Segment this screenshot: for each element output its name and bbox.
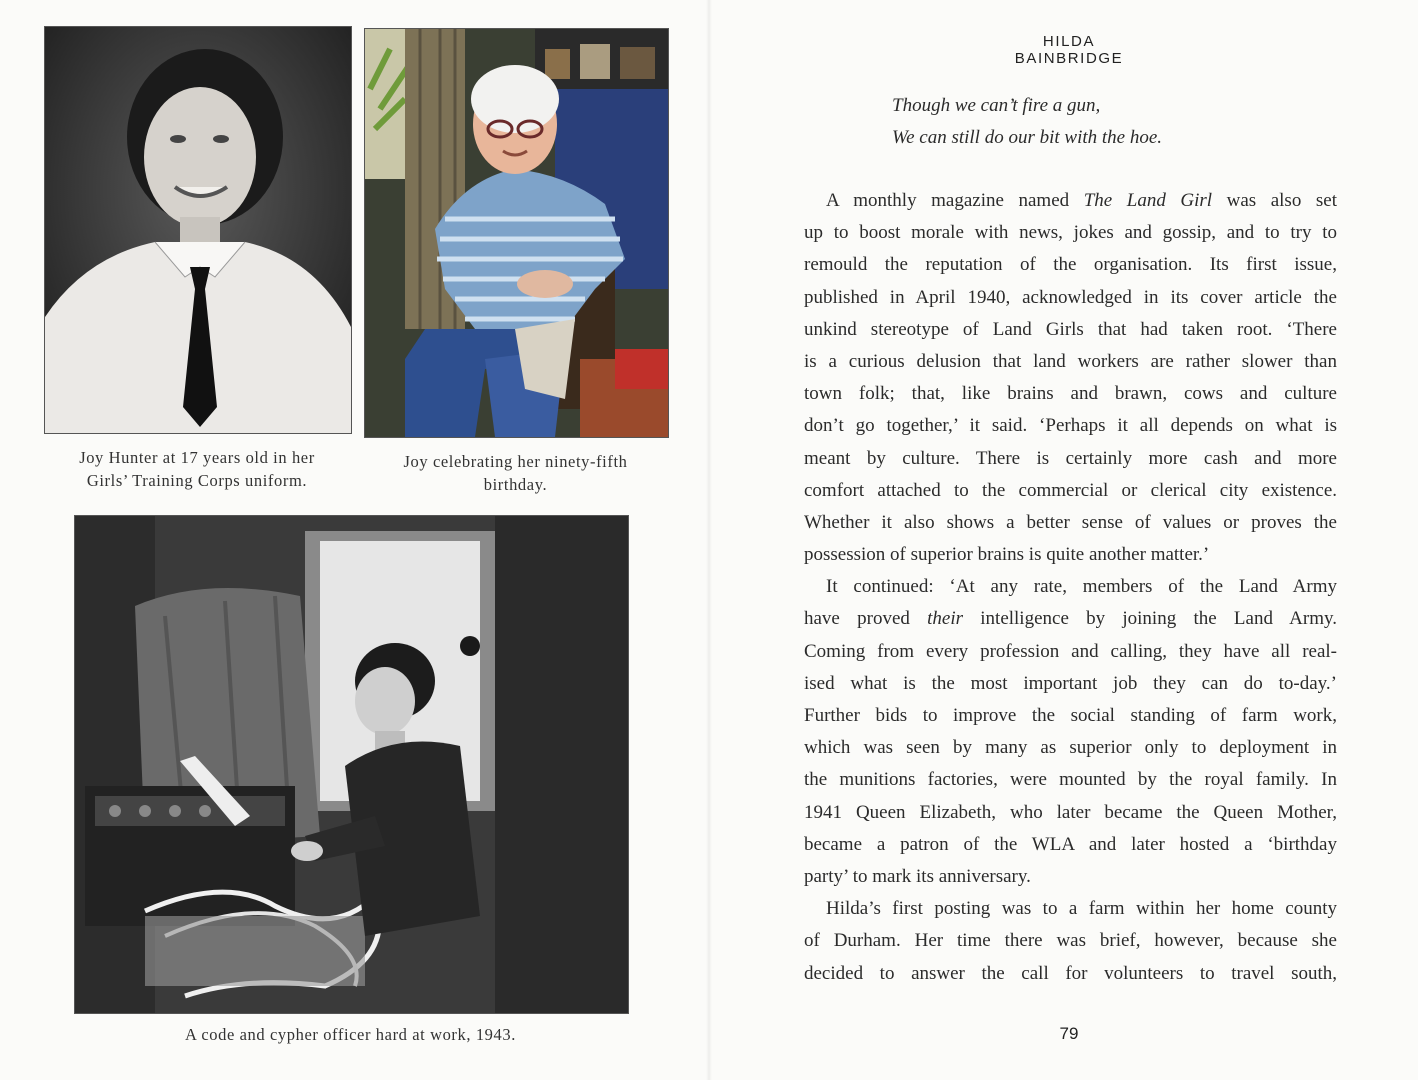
- caption-line: Joy celebrating her ninety-fifth: [403, 452, 628, 471]
- caption-line: Girls’ Training Corps uniform.: [86, 471, 308, 490]
- right-page: [709, 0, 1418, 1080]
- body-line: decided to answer the call for volunteers to travel south,: [804, 962, 1337, 984]
- body-line-text: have proved: [804, 608, 928, 630]
- body-line: of Durham. Her time there was brief, however, because she: [804, 930, 1337, 952]
- body-line-text: was also set: [1212, 190, 1337, 211]
- body-line: became a patron of the WLA and later hosted a ‘birthday: [804, 833, 1337, 855]
- body-text: [804, 185, 1337, 990]
- body-line: published in April 1940, acknowledged in its cover article the: [804, 286, 1337, 308]
- body-line: 1941 Queen Elizabeth, who later became the Queen Mother,: [804, 801, 1337, 823]
- italic-text: The Land Girl: [1083, 190, 1213, 211]
- joy-ninety-fifth-birthday-photo: [364, 28, 669, 438]
- photo-caption-code-cypher: [74, 1023, 627, 1046]
- body-line: It continued: ‘At any rate, members of the Land Army: [826, 576, 1337, 598]
- body-line-text: intelligence by joining the Land Army.: [963, 608, 1337, 630]
- caption-line: A code and cypher officer hard at work, 1943.: [185, 1025, 516, 1044]
- body-line: Further bids to improve the social standing of farm work,: [804, 705, 1337, 726]
- verse-line: We can still do our bit with the hoe.: [892, 127, 1163, 148]
- body-line: the munitions factories, were mounted by the royal family. In: [804, 769, 1337, 791]
- body-line: [804, 185, 1337, 217]
- body-line: [804, 603, 1337, 635]
- body-line: up to boost morale with news, jokes and gossip, and to try to: [804, 222, 1337, 244]
- running-head: HILDA BAINBRIDGE: [1014, 33, 1124, 67]
- verse-quote: [892, 90, 1332, 154]
- body-line: unkind stereotype of Land Girls that had taken root. ‘There: [804, 318, 1337, 340]
- body-line: possession of superior brains is quite another matter.’: [804, 544, 1210, 566]
- body-line: Whether it also shows a better sense of values or proves the: [804, 511, 1337, 533]
- body-line: town folk; that, like brains and brawn, cows and culture: [804, 383, 1337, 405]
- body-line: meant by culture. There is certainly more cash and more: [804, 447, 1337, 469]
- code-cypher-officer-photo: [74, 515, 629, 1014]
- body-line: party’ to mark its anniversary.: [804, 865, 1031, 887]
- caption-line: birthday.: [483, 475, 548, 494]
- joy-hunter-portrait-photo: [44, 26, 352, 434]
- verse-line: Though we can’t fire a gun,: [892, 95, 1101, 116]
- body-line: which was seen by many as superior only to deployment in: [804, 737, 1337, 759]
- body-line: ised what is the most important job they can do to-day.’: [804, 672, 1337, 694]
- body-line: Coming from every profession and calling, they have all real-: [804, 640, 1337, 662]
- photo-caption-birthday: [364, 450, 667, 496]
- italic-text: their: [927, 608, 964, 630]
- body-line-text: A monthly magazine named: [826, 190, 1084, 211]
- photo-caption-joy-hunter: [44, 446, 350, 492]
- page-number: 79: [1059, 1024, 1079, 1043]
- body-line: don’t go together,’ it said. ‘Perhaps it all depends on what is: [804, 415, 1337, 437]
- caption-line: Joy Hunter at 17 years old in her: [79, 448, 315, 467]
- body-line: is a curious delusion that land workers are rather slower than: [804, 350, 1337, 372]
- body-line: remould the reputation of the organisation. Its first issue,: [804, 254, 1337, 276]
- body-line: comfort attached to the commercial or clerical city existence.: [804, 479, 1337, 501]
- body-line: Hilda’s first posting was to a farm within her home county: [826, 898, 1337, 920]
